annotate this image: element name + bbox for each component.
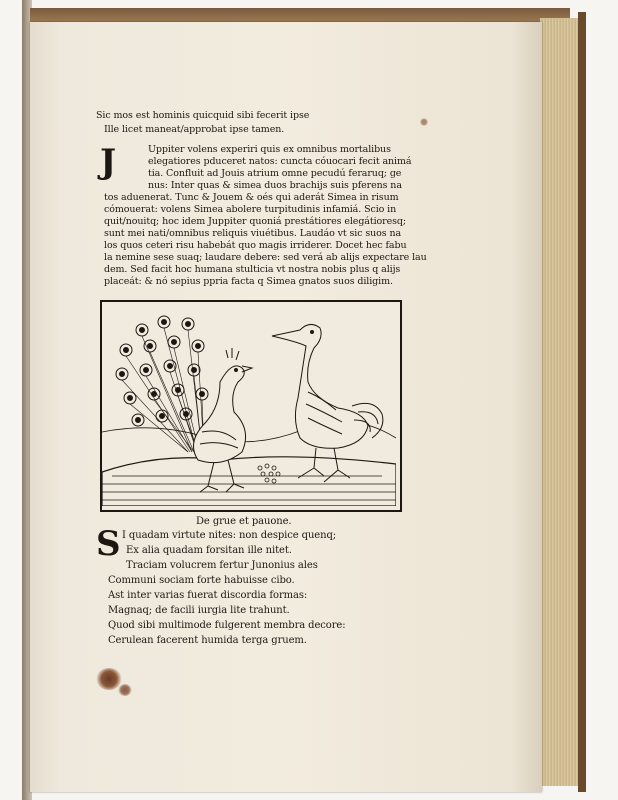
text-line: Sic mos est hominis quicquid sibi fecerit ipse [96, 110, 310, 121]
woodcut-illustration [100, 300, 402, 512]
text-line: Uppiter volens experiri quis ex omnibus mortalibus [148, 144, 391, 155]
text-line: tia. Confluit ad Jouis atrium omne pecudú feraruq; ge [148, 168, 402, 179]
text-line: dem. Sed facit hoc humana stulticia vt nostra nobis plus q alijs [104, 264, 401, 275]
text-line: sunt mei nati/omnibus reliquis viuétibus. Laudáo vt sic suos na [104, 228, 402, 239]
text-line: quit/nouitq; hoc idem Juppiter quoniá prestátiores elegátioresq; [104, 216, 406, 227]
text-line: cómouerat: volens Simea abolere turpitudinis infamiá. Scio in [104, 204, 397, 215]
text-line: placeát: & nó sepius ppria facta q Simea gnatos suos diligim. [104, 276, 393, 287]
text-line: los quos ceteri risu habebát quo magis irriderer. Docet hec fabu [104, 240, 407, 251]
text-line: tos aduenerat. Tunc & Jouem & oés qui aderát Simea in risum [104, 192, 399, 203]
initial-s: S [96, 524, 121, 564]
text-line: nus: Inter quas & simea duos brachijs suis pferens na [148, 180, 402, 191]
verse-line: Magnaq; de facili iurgia lite trahunt. [108, 605, 290, 616]
verse-line: Cerulean facerent humida terga gruem. [108, 635, 307, 646]
verse-line: Quod sibi multimode fulgerent membra decore: [108, 620, 346, 631]
verse-line: Ex alia quadam forsitan ille nitet. [126, 545, 292, 556]
fore-edge [540, 18, 581, 786]
text-line: elegatiores pduceret natos: cuncta cóuocari fecit animá [148, 156, 412, 167]
verse-line: Communi sociam forte habuisse cibo. [108, 575, 295, 586]
verse-line: I quadam virtute nites: non despice quenq; [122, 530, 337, 541]
initial-j: J [100, 142, 117, 182]
text-line: Ille licet maneat/approbat ipse tamen. [104, 124, 285, 135]
peacock-and-crane-woodcut [102, 302, 396, 506]
illustration-caption: De grue et pauone. [196, 516, 292, 527]
ink-stain [420, 118, 428, 126]
verse-line: Ast inter varias fuerat discordia formas: [108, 590, 308, 601]
ink-stain [118, 684, 132, 696]
verse-line: Traciam volucrem fertur Junonius ales [126, 560, 318, 571]
text-line: la nemine sese suaq; laudare debere: sed verá ab alijs expectare lau [104, 252, 427, 263]
cover-edge [578, 12, 586, 792]
